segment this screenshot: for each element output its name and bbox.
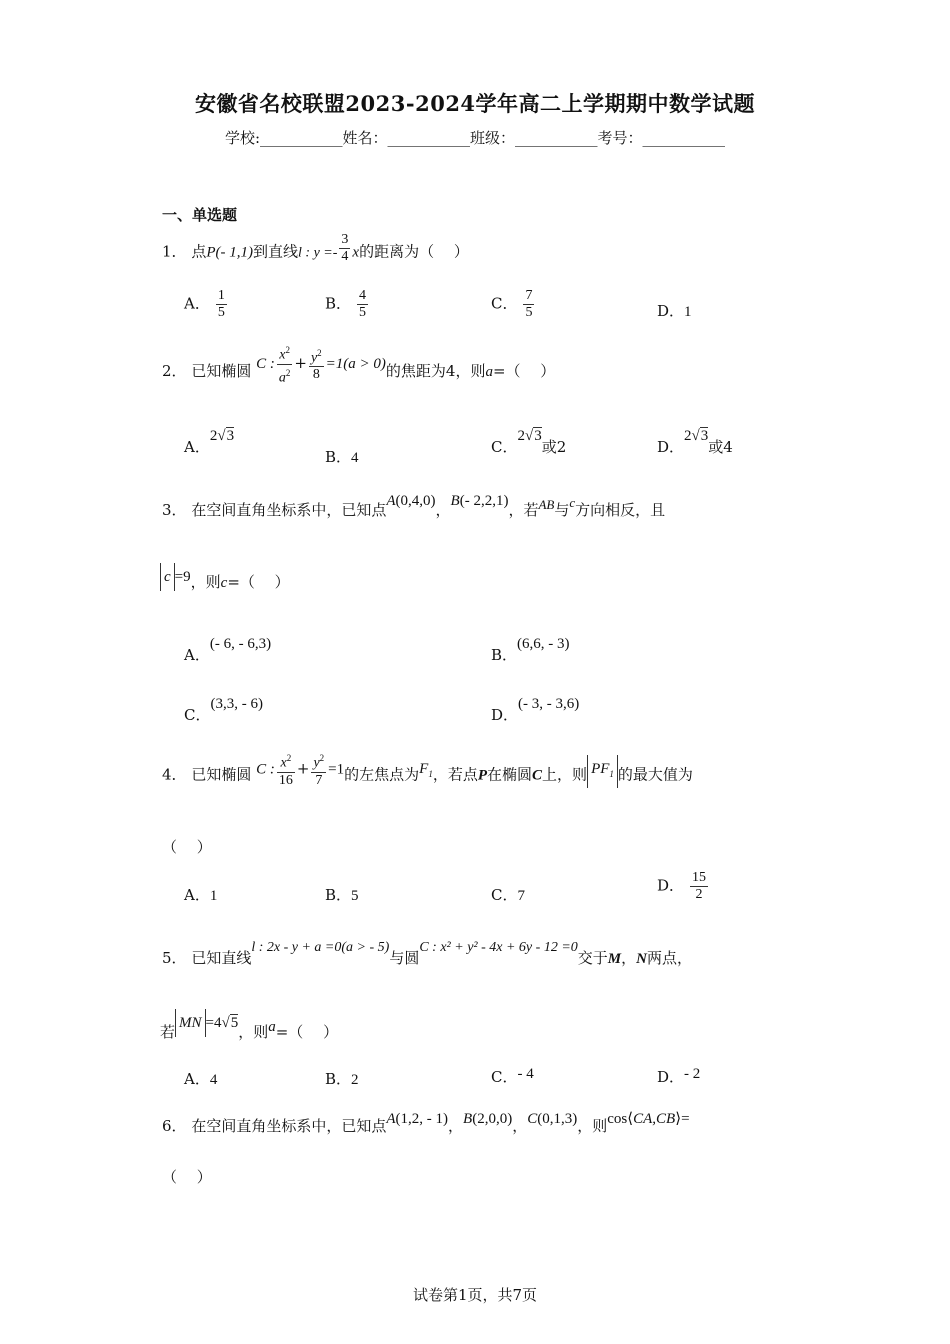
q4-focus: $F_1$ (419, 761, 433, 780)
q3-text-with: 与 (554, 501, 570, 519)
q5-option-d[interactable]: D．- 2 (657, 1066, 701, 1086)
q2-ellipse-equation: C : $\frac{x^2}{a^2}$ + $\frac{y^2}{8}$ =1(a > 0) (256, 342, 386, 386)
q2-option-c[interactable]: C．2√3或2 (491, 428, 567, 456)
q4-text-mid: 的左焦点为 (344, 765, 420, 784)
question-6-line-1 (162, 1112, 690, 1141)
q5-line-eq: l : 2x - y + a =0(a > - 5) (251, 940, 390, 955)
student-info-fields: 学校:___________姓名：___________班级：___________考号：___________ (224, 129, 726, 147)
question-6-line-2: （ ） (162, 1168, 212, 1186)
q1-option-b[interactable]: B． $\frac{4}{5}$ (325, 288, 367, 320)
page-title: 安徽省名校联盟2023-2024学年高二上学期期中数学试题 (194, 91, 756, 116)
q6-point-c: C(0,1,3) (527, 1111, 578, 1127)
q5-sep: ， (621, 949, 637, 967)
question-1 (162, 232, 469, 269)
q5-text-mid: 与圆 (389, 949, 420, 967)
question-number: 6． (162, 1117, 187, 1135)
section-heading: 一、单选题 (162, 206, 238, 224)
q3-var: c (220, 575, 228, 591)
question-4-line-1 (162, 753, 693, 795)
q3-text: 在空间直角坐标系中，已知点 (191, 501, 387, 519)
q6-point-a: A(1,2, - 1) (386, 1111, 449, 1127)
q3-sep: ， (435, 501, 451, 519)
q4-text-post: 的最大值为 (617, 765, 693, 784)
q3-vector-ab: AB (538, 497, 555, 512)
q6-text-post: ，则 (577, 1117, 608, 1135)
q4-text-mid2: ，若点 (432, 765, 478, 784)
question-number: 4． (162, 765, 187, 784)
q6-text: 在空间直角坐标系中，已知点 (191, 1117, 387, 1135)
q3-text-if: ，若 (508, 501, 539, 519)
q1-text-post: 的距离为（ ） (359, 242, 469, 261)
q5-text-end: =（ ） (275, 1023, 339, 1041)
q5-var: a (268, 1019, 276, 1035)
q2-text: 已知椭圆 (191, 362, 252, 381)
question-5-line-2 (160, 1015, 339, 1047)
q5-point-n: N (636, 951, 647, 967)
q5-option-c[interactable]: C．- 4 (491, 1066, 534, 1086)
q3-text-post: 方向相反，且 (575, 501, 666, 519)
q1-option-c[interactable]: C． $\frac{7}{5}$ (491, 288, 533, 320)
q1-option-a[interactable]: A． $\frac{1}{5}$ (184, 288, 225, 320)
q3-point-a: A(0,4,0) (386, 493, 436, 509)
question-2 (162, 345, 556, 394)
q4-point: P (477, 767, 488, 784)
q4-option-d[interactable]: D． $\frac{15}{2}$ (657, 870, 707, 902)
q6-point-b: B(2,0,0) (463, 1111, 513, 1127)
q6-sep: ， (448, 1117, 464, 1135)
q1-var: x (352, 244, 360, 261)
q4-curve: C (532, 767, 543, 784)
q5-text-post: 两点， (646, 949, 692, 967)
page-footer: 试卷第1页，共7页 (412, 1286, 538, 1304)
q4-distance: $PF_1$ (587, 755, 618, 788)
q2-option-b[interactable]: B．4 (325, 448, 359, 466)
question-number: 5． (162, 949, 187, 967)
q4-ellipse-equation: C : $\frac{x^2}{16}$ + $\frac{y^2}{7}$ =1 (256, 750, 344, 789)
q2-option-d[interactable]: D．2√3或4 (657, 428, 733, 456)
q1-option-d[interactable]: D．1 (657, 302, 692, 320)
q3-point-b: B(- 2,2,1) (450, 493, 509, 509)
question-number: 3． (162, 501, 187, 519)
q1-line-eq: l : y =- (298, 245, 338, 261)
q4-option-b[interactable]: B．5 (325, 886, 359, 904)
q6-cosine-expr: cos⟨CA,CB⟩= (607, 1111, 690, 1127)
q4-text-mid4: 上，则 (542, 765, 588, 784)
q2-text-end: =（ ） (492, 362, 556, 381)
q6-sep: ， (512, 1117, 528, 1135)
q3-option-c[interactable]: C．(3,3, - 6) (184, 696, 263, 724)
q1-text: 点 (191, 242, 207, 261)
q1-point: P(- 1,1) (206, 244, 253, 261)
question-3-line-1 (162, 493, 666, 525)
q5-text: 已知直线 (191, 949, 252, 967)
q4-option-c[interactable]: C．7 (491, 886, 525, 904)
q4-option-a[interactable]: A．1 (184, 886, 218, 904)
q2-var: a (485, 364, 493, 381)
q5-option-a[interactable]: A．4 (184, 1070, 218, 1088)
q5-text-if: 若 (160, 1023, 176, 1041)
q1-fraction: $\frac{3}{4}$ (341, 232, 349, 264)
question-number: 1． (162, 242, 187, 261)
q2-option-a[interactable]: A．2√3 (184, 428, 235, 456)
q3-modulus: c =9 (160, 569, 191, 585)
q3-option-a[interactable]: A．(- 6, - 6,3) (184, 636, 272, 664)
q3-option-b[interactable]: B．(6,6, - 3) (491, 636, 570, 664)
q3-text-then: ，则 (190, 573, 221, 591)
q5-option-b[interactable]: B．2 (325, 1070, 359, 1088)
question-3-line-2 (160, 568, 290, 597)
question-5-line-1 (162, 940, 692, 974)
question-4-line-2: （ ） (162, 838, 212, 856)
q5-point-m: M (607, 951, 622, 967)
q3-option-d[interactable]: D．(- 3, - 3,6) (491, 696, 580, 724)
q5-text-mid2: 交于 (577, 949, 608, 967)
q2-text-post: 的焦距为4，则 (385, 362, 486, 381)
q3-vector-c: c (569, 495, 576, 510)
q5-text-then: ，则 (238, 1023, 269, 1041)
question-number: 2． (162, 362, 187, 381)
q4-text-mid3: 在椭圆 (487, 765, 533, 784)
q1-text-mid: 到直线 (253, 242, 299, 261)
q5-chord-length: MN =4√5 (175, 1015, 238, 1031)
q4-text: 已知椭圆 (191, 765, 252, 784)
q3-text-end: =（ ） (227, 573, 290, 591)
q5-circle-eq: C : x² + y² - 4x + 6y - 12 =0 (419, 940, 578, 955)
